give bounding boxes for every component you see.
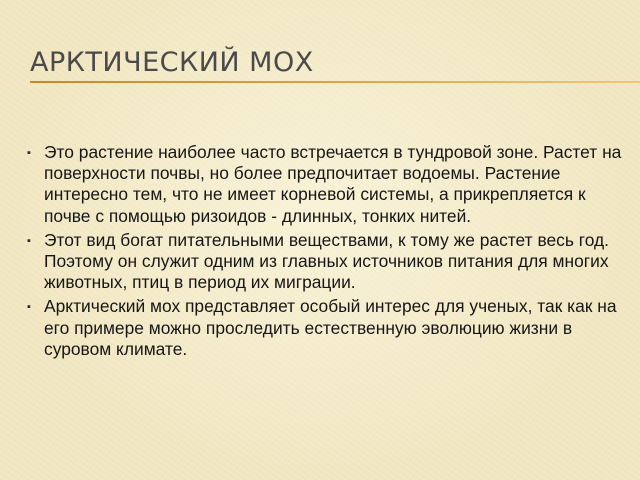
bullet-text: Арктический мох представляет особый интерес для ученых, так как на его примере можно проследить естественную эволюцию жизни в суровом климате.	[44, 296, 617, 359]
bullet-text: Это растение наиболее часто встречается в тундровой зоне. Растет на поверхности почвы, но более предпочитает водоемы. Растение интересно тем, что не имеет корневой системы, а прикрепляется к почве с помощью ризоидов - длинных, тонких нитей.	[44, 142, 622, 226]
bullet-icon: ▪	[27, 147, 31, 159]
bullet-icon: ▪	[27, 301, 31, 314]
bullet-icon: ▪	[27, 234, 31, 247]
bullet-item	[22, 230, 626, 294]
bullet-text: Этот вид богат питательными веществами, к тому же растет весь год. Поэтому он служит одним из главных источников питания для многих животных, птиц в период их миграции.	[44, 229, 609, 293]
bullet-item	[22, 296, 626, 360]
bullet-list	[22, 142, 626, 363]
bullet-item	[22, 142, 626, 227]
slide-title: АРКТИЧЕСКИЙ МОХ	[30, 47, 314, 78]
title-underline	[30, 81, 640, 83]
